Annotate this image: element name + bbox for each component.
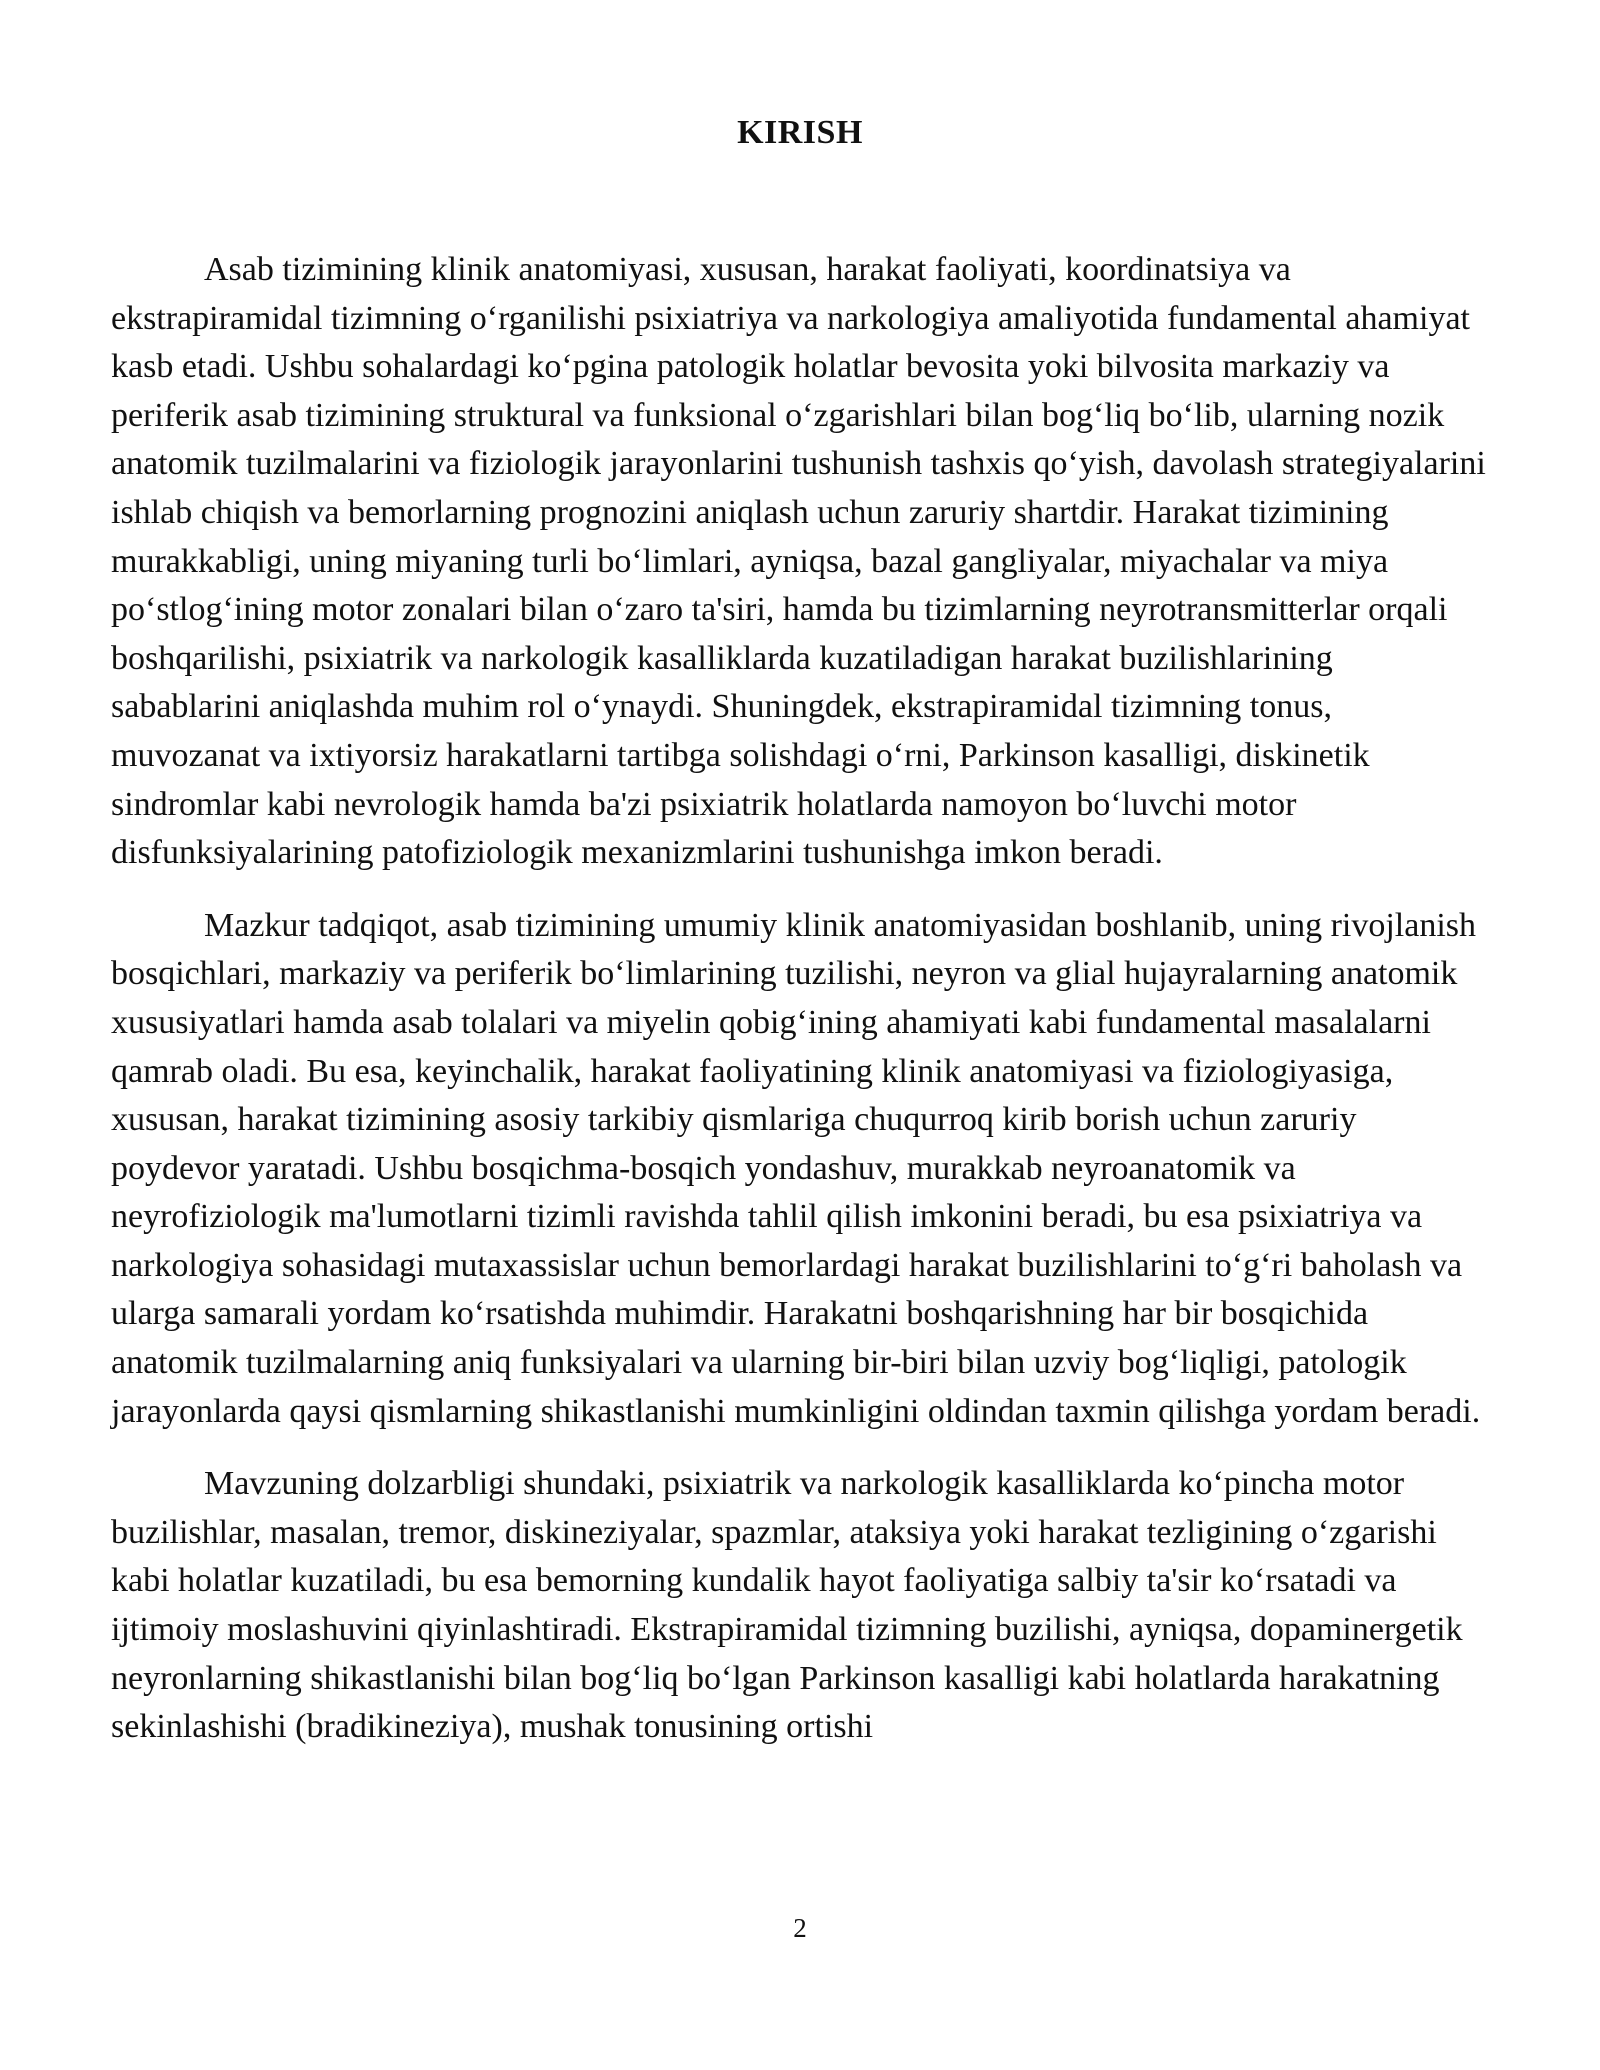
paragraph-1: Asab tizimining klinik anatomiyasi, xususan, harakat faoliyati, koordinatsiya va ekstrapiramidal tizimning o‘rganilishi psixiatriya va narkologiya amaliyotida fundamental ahamiyat kasb etadi. Ushbu sohalardagi ko‘pgina patologik holatlar bevosita yoki bilvosita markaziy va periferik asab tizimining struktural va funksional o‘zgarishlari bilan bog‘liq bo‘lib, ularning nozik anatomik tuzilmalarini va fiziologik jarayonlarini tushunish tashxis qo‘yish, davolash strategiyalarini ishlab chiqish va bemorlarning prognozini aniqlash uchun zaruriy shartdir. Harakat tizimining murakkabligi, uning miyaning turli bo‘limlari, ayniqsa, bazal gangliyalar, miyachalar va miya po‘stlog‘ining motor zonalari bilan o‘zaro ta'siri, hamda bu tizimlarning neyrotransmitterlar orqali boshqarilishi, psixiatrik va narkologik kasalliklarda kuzatiladigan harakat buzilishlarining sabablarini aniqlashda muhim rol o‘ynaydi. Shuningdek, ekstrapiramidal tizimning tonus, muvozanat va ixtiyorsiz harakatlarni tartibga solishdagi o‘rni, Parkinson kasalligi, diskinetik sindromlar kabi nevrologik hamda ba'zi psixiatrik holatlarda namoyon bo‘luvchi motor disfunksiyalarining patofiziologik mexanizmlarini tushunishga imkon beradi. — [111, 251, 1486, 872]
paragraph-2: Mazkur tadqiqot, asab tizimining umumiy klinik anatomiyasidan boshlanib, uning rivojlanish bosqichlari, markaziy va periferik bo‘limlarining tuzilishi, neyron va glial hujayralarning anatomik xususiyatlari hamda asab tolalari va miyelin qobig‘ining ahamiyati kabi fundamental masalalarni qamrab oladi. Bu esa, keyinchalik, harakat faoliyatining klinik anatomiyasi va fiziologiyasiga, xususan, harakat tizimining asosiy tarkibiy qismlariga chuqurroq kirib borish uchun zaruriy poydevor yaratadi. Ushbu bosqichma-bosqich yondashuv, murakkab neyroanatomik va neyrofiziologik ma'lumotlarni tizimli ravishda tahlil qilish imkonini beradi, bu esa psixiatriya va narkologiya sohasidagi mutaxassislar uchun bemorlardagi harakat buzilishlarini to‘g‘ri baholash va ularga samarali yordam ko‘rsatishda muhimdir. Harakatni boshqarishning har bir bosqichida anatomik tuzilmalarning aniq funksiyalari va ularning bir-biri bilan uzviy bog‘liqligi, patologik jarayonlarda qaysi qismlarning shikastlanishi mumkinligini oldindan taxmin qilishga yordam beradi. — [111, 906, 1481, 1430]
page-number: 2 — [793, 1913, 807, 1943]
page-title: KIRISH — [737, 114, 863, 151]
body-text — [111, 246, 1489, 1776]
paragraph-3: Mavzuning dolzarbligi shundaki, psixiatrik va narkologik kasalliklarda ko‘pincha motor buzilishlar, masalan, tremor, diskineziyalar, spazmlar, ataksiya yoki harakat tezligining o‘zgarishi kabi holatlar kuzatiladi, bu esa bemorning kundalik hayot faoliyatiga salbiy ta'sir ko‘rsatadi va ijtimoiy moslashuvini qiyinlashtiradi. Ekstrapiramidal tizimning buzilishi, ayniqsa, dopaminergetik neyronlarning shikastlanishi bilan bog‘liq bo‘lgan Parkinson kasalligi kabi holatlarda harakatning sekinlashishi (bradikineziya), mushak tonusining ortishi — [111, 1465, 1463, 1746]
